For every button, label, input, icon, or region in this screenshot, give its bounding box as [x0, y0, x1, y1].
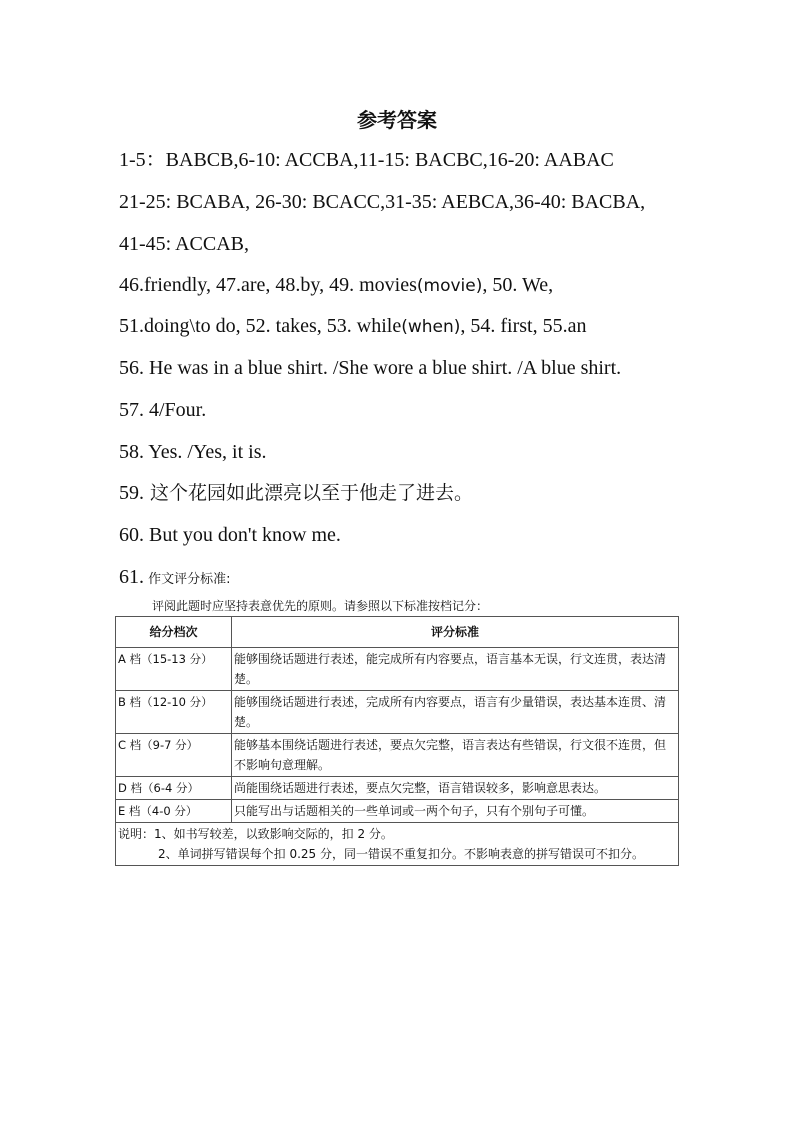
- answer-60: 60. But you don't know me.: [119, 524, 341, 546]
- answer-line-51-55: [119, 314, 586, 339]
- criteria-b: 能够围绕话题进行表述，完成所有内容要点，语言有少量错误，表达基本连贯、清楚。: [232, 691, 679, 734]
- level-c: C 档（9-7 分）: [116, 734, 232, 777]
- criteria-a: 能够围绕话题进行表述，能完成所有内容要点，语言基本无误，行文连贯，表达清楚。: [232, 648, 679, 691]
- answer-46-50-main: 46.friendly, 47.are, 48.by, 49. movies: [119, 274, 417, 296]
- rubric-table: [115, 616, 679, 866]
- grading-intro: 评阅此题时应坚持表意优先的原则。请参照以下标准按档记分：: [152, 599, 489, 613]
- rubric-row-d: [116, 777, 679, 800]
- answer-59: [119, 481, 473, 505]
- criteria-c: 能够基本围绕话题进行表述，要点欠完整，语言表达有些错误，行文很不连贯，但不影响句意理解。: [232, 734, 679, 777]
- rubric-note-row: [116, 823, 679, 866]
- answer-51-53-main: 51.doing\to do, 52. takes, 53. while: [119, 315, 402, 337]
- note-line-1: 说明：1、如书写较差，以致影响交际的，扣 2 分。: [118, 827, 393, 841]
- header-criteria: 评分标准: [232, 617, 679, 648]
- level-e: E 档（4-0 分）: [116, 800, 232, 823]
- page-title: 参考答案: [357, 108, 437, 132]
- answer-57: 57. 4/Four.: [119, 399, 207, 421]
- answer-58: 58. Yes. /Yes, it is.: [119, 441, 267, 463]
- answer-53-alt: (when): [401, 317, 461, 337]
- level-b: B 档（12-10 分）: [116, 691, 232, 734]
- criteria-e: 只能写出与话题相关的一些单词或一两个句子，只有个别句子可懂。: [232, 800, 679, 823]
- level-d: D 档（6-4 分）: [116, 777, 232, 800]
- rubric-row-c: [116, 734, 679, 777]
- answer-49-alt: (movie): [416, 276, 483, 296]
- rubric-note: [116, 823, 679, 866]
- level-a: A 档（15-13 分）: [116, 648, 232, 691]
- answer-50: , 50. We,: [482, 274, 554, 296]
- rubric-header-row: [116, 617, 679, 648]
- answer-59-number: 59.: [119, 482, 144, 504]
- answer-line-21-40: 21-25: BCABA, 26-30: BCACC,31-35: AEBCA,36-40: BACBA,: [119, 191, 646, 213]
- answer-56: 56. He was in a blue shirt. /She wore a blue shirt. /A blue shirt.: [119, 357, 622, 379]
- answer-line-41-45: 41-45: ACCAB,: [119, 233, 250, 255]
- rubric-row-e: [116, 800, 679, 823]
- answer-line-46-50: [119, 273, 553, 298]
- answer-61: [119, 565, 231, 592]
- answer-54-55: , 54. first, 55.an: [460, 315, 587, 337]
- answer-59-text: 这个花园如此漂亮以至于他走了进去。: [144, 482, 474, 504]
- rubric-row-b: [116, 691, 679, 734]
- answer-61-number: 61.: [119, 566, 144, 588]
- header-level: 给分档次: [116, 617, 232, 648]
- note-line-2: 2、单词拼写错误每个扣 0.25 分，同一错误不重复扣分。不影响表意的拼写错误可不扣分。: [158, 847, 644, 861]
- answer-line-1-20: 1-5：BABCB,6-10: ACCBA,11-15: BACBC,16-20: AABAC: [119, 149, 614, 171]
- rubric-row-a: [116, 648, 679, 691]
- answer-61-heading: 作文评分标准:: [144, 572, 231, 587]
- criteria-d: 尚能围绕话题进行表述，要点欠完整，语言错误较多，影响意思表达。: [232, 777, 679, 800]
